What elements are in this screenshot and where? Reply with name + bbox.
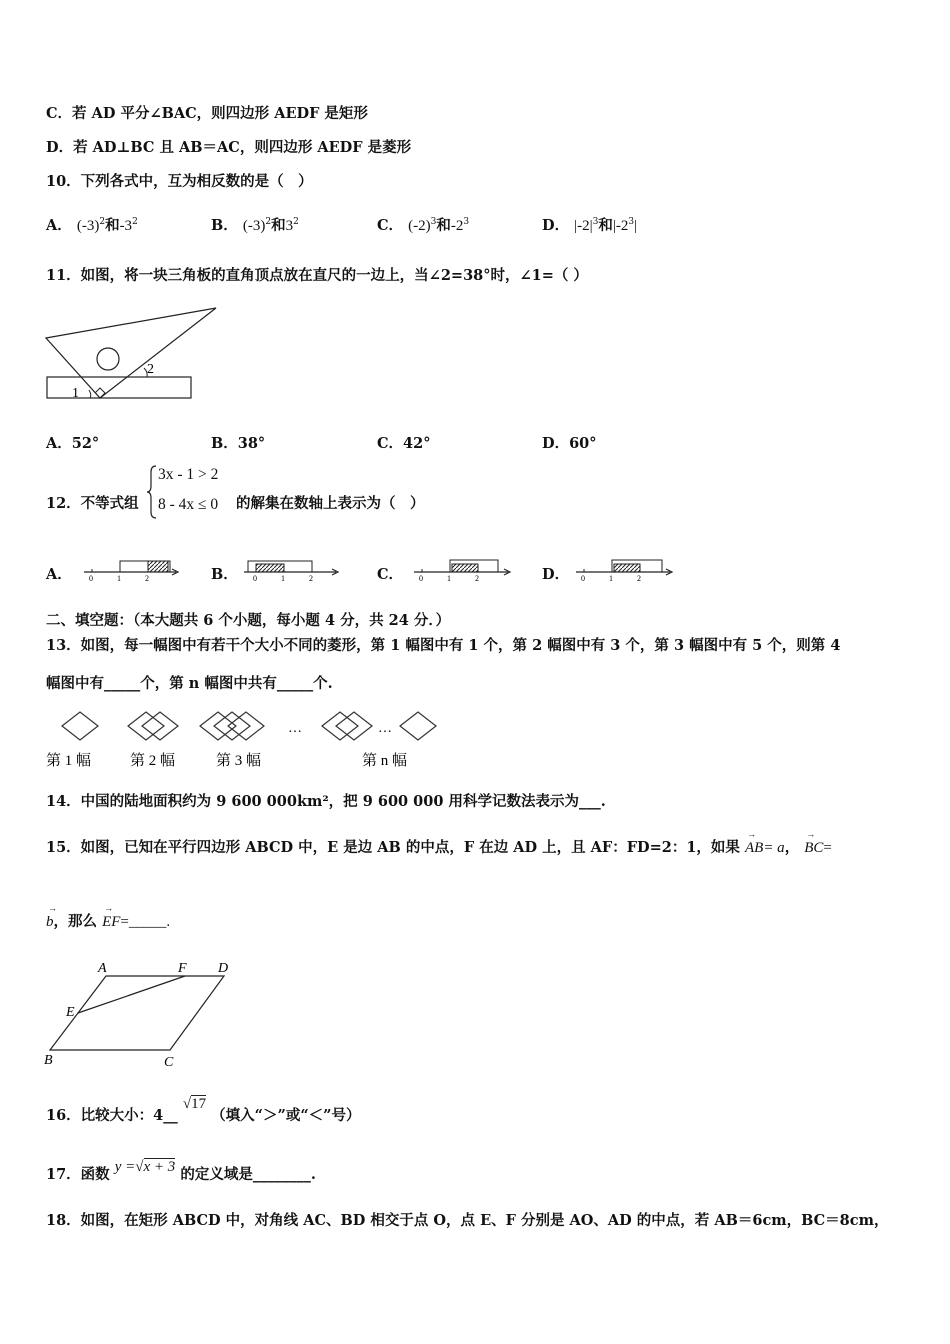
q15-line-2-tail: =_____. — [120, 914, 171, 930]
sqrt-x-plus-3: √x + 3 — [135, 1159, 176, 1175]
q15-line-2 — [46, 910, 170, 931]
q9-option-d: D．若 AD⊥BC 且 AB＝AC，则四边形 AEDF 是菱形 — [46, 139, 412, 156]
q12-option-d-numberline — [574, 556, 674, 582]
tick-0: 0 — [89, 574, 93, 582]
function-lhs: y = — [114, 1159, 136, 1175]
q15-comma: ， — [784, 839, 800, 856]
label-D: D — [218, 961, 229, 976]
eq-a: = a — [763, 840, 785, 856]
vector-bc: → BC — [804, 840, 823, 857]
q10-option-d: D． $|-2|^3$和$|-2^3|$ — [542, 217, 638, 234]
q13-label-1: 第 1 幅 — [46, 753, 92, 769]
triangle-hole — [97, 348, 119, 370]
q12-inequality-2: 8 - 4x ≤ 0 — [158, 496, 219, 513]
q12-option-a-label: A． — [46, 566, 72, 583]
q15-eq: = — [823, 840, 832, 856]
q10-stem: 10．下列各式中，互为相反数的是（ ） — [46, 173, 313, 190]
q13-ellipsis-2: … — [378, 721, 392, 736]
q15-line-1 — [46, 836, 832, 857]
angle-1-label: 1 — [72, 386, 79, 401]
q15-parallelogram-figure — [42, 958, 238, 1072]
q17-line — [46, 1159, 316, 1184]
tick-1: 1 — [117, 574, 121, 582]
q12-option-b-numberline — [242, 556, 340, 582]
vector-b: → b — [46, 914, 54, 931]
q12-brace — [146, 464, 158, 520]
q15-line-2-text: ，那么 — [53, 913, 97, 930]
q11-option-a: A．52° — [46, 435, 100, 452]
tick-1: 1 — [281, 574, 285, 582]
vector-ab: → AB — [745, 840, 763, 857]
q9-option-c: C．若 AD 平分∠BAC，则四边形 AEDF 是矩形 — [46, 105, 368, 122]
vector-ef: → EF — [102, 914, 120, 931]
label-A: A — [98, 961, 107, 976]
q13-figure — [44, 710, 440, 770]
q13-ellipsis-1: … — [288, 721, 302, 736]
angle-1-arc — [89, 390, 91, 398]
q12-stem-prefix: 12．不等式组 — [46, 495, 139, 512]
tick-0: 0 — [419, 574, 423, 582]
q13-line-1: 13．如图，每一幅图中有若干个大小不同的菱形，第 1 幅图中有 1 个，第 2 幅图中有 3 个，第 3 幅图中有 5 个，则第 4 — [46, 637, 841, 654]
q11-figure — [44, 302, 220, 404]
q12-option-b-label: B． — [211, 566, 238, 583]
label-B: B — [44, 1053, 53, 1068]
q12-option-c-label: C． — [377, 566, 404, 583]
sqrt-17: √17 — [182, 1096, 207, 1112]
q13-label-2: 第 2 幅 — [130, 753, 176, 769]
q12-stem-suffix: 的解集在数轴上表示为（ ） — [236, 495, 425, 512]
tick-1: 1 — [609, 574, 613, 582]
q13-label-n: 第 n 幅 — [362, 753, 408, 769]
right-angle-mark — [95, 388, 105, 398]
label-C: C — [164, 1055, 174, 1070]
q17-suffix: 的定义域是________. — [180, 1166, 316, 1183]
q11-option-c: C．42° — [377, 435, 431, 452]
q13-label-3: 第 3 幅 — [216, 753, 262, 769]
tick-1: 1 — [447, 574, 451, 582]
ruler — [47, 377, 191, 398]
q12-inequality-1: 3x - 1 > 2 — [158, 466, 219, 483]
q16-prefix: 16．比较大小：4__ — [46, 1107, 178, 1124]
q12-option-c-numberline — [412, 556, 512, 582]
angle-2-label: 2 — [147, 362, 154, 377]
q15-text: 15．如图，已知在平行四边形 ABCD 中，E 是边 AB 的中点，F 在边 AD 上，且 AF：FD=2：1，如果 — [46, 839, 740, 856]
tick-2: 2 — [309, 574, 313, 582]
label-F: F — [178, 961, 187, 976]
q13-line-2: 幅图中有_____个，第 n 幅图中共有_____个. — [46, 675, 333, 692]
q16-suffix: （填入“＞”或“＜”号） — [211, 1107, 361, 1124]
q10-option-a: A． $(-3)^2$和$-3^2$ — [46, 217, 138, 234]
q17-prefix: 17．函数 — [46, 1166, 110, 1183]
label-E: E — [66, 1005, 75, 1020]
q11-stem: 11．如图，将一块三角板的直角顶点放在直尺的一边上，当∠2=38°时，∠1=（ ） — [46, 267, 588, 284]
q12-option-a-numberline — [82, 556, 180, 582]
q10-option-c: C． $(-2)^3$和$-2^3$ — [377, 217, 470, 234]
section-2-title: 二、填空题：（本大题共 6 个小题，每小题 4 分，共 24 分．） — [46, 612, 451, 629]
q16-line — [46, 1096, 361, 1125]
q18-text: 18．如图，在矩形 ABCD 中，对角线 AC、BD 相交于点 O，点 E、F 分别是 AO、AD 的中点，若 AB＝6cm，BC＝8cm， — [46, 1212, 889, 1229]
q12-option-d-label: D． — [542, 566, 570, 583]
q14-text: 14．中国的陆地面积约为 9 600 000km²，把 9 600 000 用科学记数法表示为___. — [46, 793, 606, 810]
q11-option-d: D．60° — [542, 435, 597, 452]
tick-2: 2 — [475, 574, 479, 582]
q11-option-b: B．38° — [211, 435, 266, 452]
tick-2: 2 — [145, 574, 149, 582]
tick-2: 2 — [637, 574, 641, 582]
q10-option-b: B． $(-3)^2$和$3^2$ — [211, 217, 299, 234]
tick-0: 0 — [581, 574, 585, 582]
tick-0: 0 — [253, 574, 257, 582]
